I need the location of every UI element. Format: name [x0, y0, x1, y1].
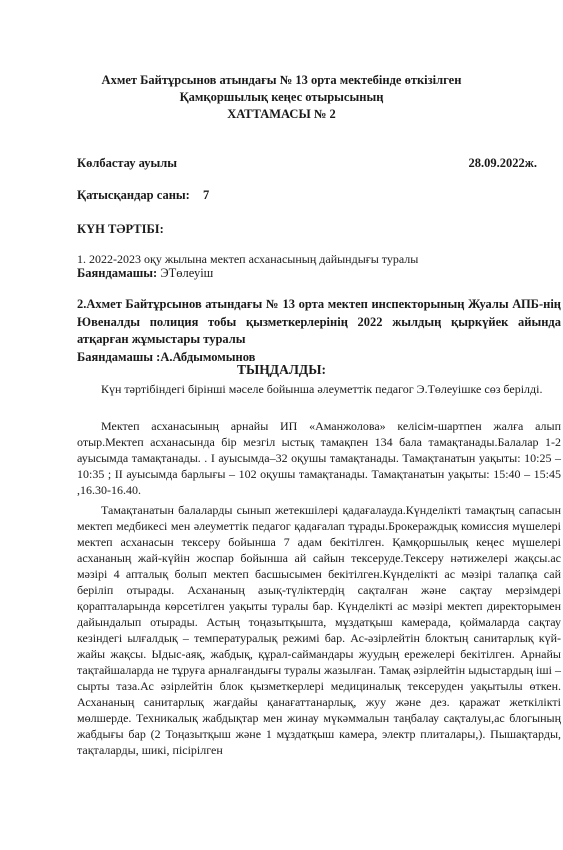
header-protocol-title: ХАТТАМАСЫ № 2: [227, 107, 336, 121]
speaker-label: Баяндамашы:: [77, 266, 158, 280]
participants-count: 7: [202, 188, 210, 202]
decided-title: ТЫҢДАЛДЫ:: [237, 362, 326, 377]
header-council-line: Қамқоршылық кеңес отырысының: [179, 90, 384, 104]
paragraph-2: Мектеп асханасының арнайы ИП «Аманжолова» келісім-шартпен жалға алып отыр.Мектеп асханасында бір мезгіл ыстық тамақпен 134 бала тамақтанады.Балалар 1-2 ауысымда тамақтанады. . І ауысымда–32 оқушы тамақтанады. Тамақтанатын уақыты: 10:25 – 10:35 ; ІІ ауысымда барлығы – 102 оқушы тамақтанады. Тамақтанатын уақыты: 15:40 – 15:45 ,16.30-16.40.: [77, 419, 561, 497]
paragraph-1: Күн тәртібіндегі бірінші мәселе бойынша әлеуметтік педагог Э.Төлеуішке сөз берілді.: [101, 382, 543, 396]
village-name: Көлбастау ауылы: [77, 156, 178, 170]
speaker-name: ЭТөлеуіш: [157, 266, 214, 280]
agenda-item-2: [77, 296, 561, 366]
paragraph-3: Тамақтанатын балаларды сынып жетекшілері қадағалауда.Күнделікті тамақтың сапасын мектеп медбикесі мен әлеуметтік педагог қадағалап тұрады.Брокераждық комиссия мүшелері мектеп асханасын тексеру бойынша 7 адам бекітілген. Қамқоршылық кеңес мүшелері асхананың жай-күйін жоспар бойынша ай сайын тексеруде.Тексеру нәтижелері жақсы.ас мәзірі 4 апталық болып мектеп басшысымен бекітілген.Күнделікті ас мәзірі талапқа сай беріліп отырады. Асхананың азық-түліктердің сақталған және сақтау мерзімдері қорапталарында көрсетілген уақыты туралы бар. Күнделікті ас мәзірі мектеп директорымен дайындалып отырады. Астың тоңазытқышта, мұздатқыш камерада, қоймаларда сақтау кезіндегі ылғалдық – температуралық режимі бар. Ас-әзірлейтін блоктың санитарлық күй-жайы жақсы. Ыдыс-аяқ, жабдық, құрал-саймандары жуудың ережелері бекітілген. Арнайы тақтайшаларда не тұруға арналғандығы туралы жазылған. Тамақ әзірлейтін ыдыстардың іші –сырты таза.Ас әзірлейтін блок қызметкерлері медициналық тексеруден уақытылы өткен. Асхананың санитарлық жағдайы қанағаттанарлық, жуу және дез. қаражат жеткілікті мөлшерде. Техникалық жабдықтар мен жинау мүкәммалын таңбалау сақталуы,ас блогының жабдығы бар (2 Тоңазытқыш және 1 мұздатқыш камера, электр плиталары,). Пышақтарды, тақталарды, шикі, пісірілген: [77, 503, 561, 757]
agenda-speaker-2: Баяндамашы :А.Абдымомынов: [77, 349, 256, 364]
header-school-line: Ахмет Байтұрсынов атындағы № 13 орта мектебінде өткізілген: [101, 73, 462, 87]
participants-row: [77, 188, 209, 203]
agenda-item-1: 1. 2022-2023 оқу жылына мектеп асханасының дайындығы туралы: [77, 252, 419, 266]
agenda-title: КҮН ТӘРТІБІ:: [77, 222, 164, 236]
agenda-speaker-1: [77, 266, 213, 281]
participants-label: Қатысқандар саны:: [77, 188, 190, 202]
document-header: [0, 72, 563, 123]
place-date-row: [77, 156, 537, 171]
agenda-item-2-text: 2.Ахмет Байтұрсынов атындағы № 13 орта мектеп инспекторының Жуалы АПБ-нің Ювеналды полиция тобы қызметкерлерінің 2022 жылдың қыркүйек айында атқарған жұмыстары туралы: [77, 297, 561, 346]
meeting-date: 28.09.2022ж.: [468, 156, 537, 170]
